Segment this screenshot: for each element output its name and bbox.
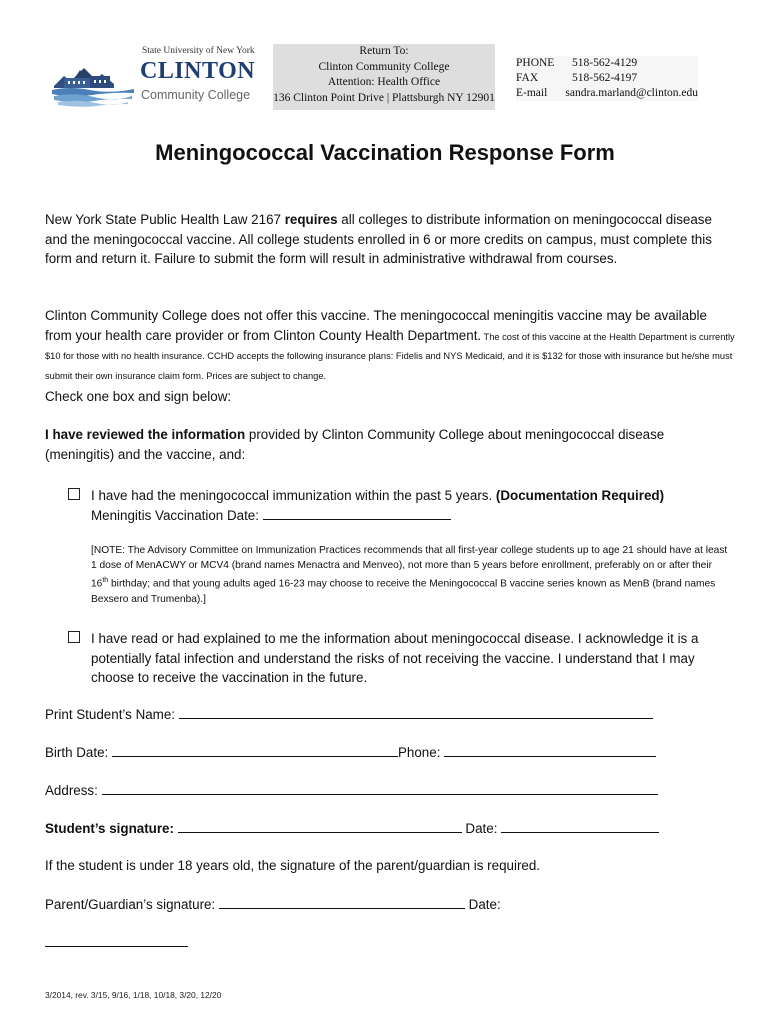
return-to-address: 136 Clinton Point Drive | Plattsburgh NY 12901 (273, 91, 495, 104)
guardian-note: If the student is under 18 years old, the signature of the parent/guardian is required. (45, 858, 541, 873)
address-field[interactable] (102, 782, 658, 795)
logo-name: CLINTON (140, 58, 256, 84)
option1-documentation: (Documentation Required) (495, 488, 665, 503)
reviewed-rest: provided by Clinton Community College about meningococcal disease (meningitis) and the vaccine, and: (45, 427, 665, 462)
student-date-label: Date: (461, 821, 502, 836)
address-row (45, 782, 658, 798)
vaccination-date-field[interactable] (263, 507, 451, 520)
student-name-label: Print Student’s Name: (45, 707, 179, 722)
guardian-signature-row (45, 896, 501, 912)
return-to-heading: Return To: (359, 45, 409, 57)
option1-checkbox[interactable] (68, 488, 80, 500)
return-to-box (273, 44, 495, 110)
return-to-attention: Attention: Health Office (327, 76, 441, 88)
email-link[interactable]: sandra.marland@clinton.edu (565, 87, 698, 99)
fax-label: FAX (516, 72, 539, 84)
student-signature-field[interactable] (178, 820, 462, 833)
revision-footer: 3/2014, rev. 3/15, 9/16, 1/18, 10/18, 3/20, 12/20 (45, 990, 222, 1000)
contact-phone-row (516, 56, 698, 71)
option1-statement: I have had the meningococcal immunization within the past 5 years. (91, 488, 496, 503)
option1-text (91, 486, 731, 525)
student-date-field[interactable] (501, 820, 659, 833)
return-to-college: Clinton Community College (318, 60, 450, 73)
birth-phone-row (45, 744, 656, 760)
phone-value: 518-562-4129 (572, 57, 638, 69)
guardian-date-label: Date: (464, 897, 501, 912)
intro-paragraph (45, 210, 735, 269)
college-logo-icon (50, 56, 136, 108)
fax-value: 518-562-4197 (572, 72, 638, 84)
phone-field-label: Phone: (397, 745, 445, 760)
vaccination-date-label: Meningitis Vaccination Date: (91, 507, 263, 523)
page-title: Meningococcal Vaccination Response Form (155, 140, 615, 165)
birth-date-field[interactable] (112, 744, 398, 757)
availability-paragraph (45, 306, 735, 384)
phone-field[interactable] (444, 744, 656, 757)
student-name-field[interactable] (179, 706, 653, 719)
phone-label: PHONE (516, 57, 555, 69)
birth-date-label: Birth Date: (45, 745, 112, 760)
availability-cost: The cost of this vaccine at the Health Department is currently $10 for those with no health insurance. CCHD accepts the following insurance plans: Fidelis and NYS Medicaid, and it is $132 for those with insurance but he/she must submit their own insurance claim form. Prices are subject to change. (45, 331, 735, 381)
logo-subname: Community College (141, 88, 251, 102)
option2-checkbox[interactable] (68, 631, 80, 643)
address-label: Address: (45, 783, 102, 798)
availability-main: Clinton Community College does not offer this vaccine. The meningococcal meningitis vaccine may be available from your health care provider or from Clinton County Health Department. (45, 308, 707, 343)
option2-text: I have read or had explained to me the information about meningococcal disease. I acknowledge it is a potentially fatal infection and understand the risks of not receiving the vaccine. I understand that I may choose to receive the vaccination in the future. (91, 631, 699, 685)
intro-suffix: all colleges to distribute information on meningococcal disease and the meningococcal vaccine. All college students enrolled in 6 or more credits on campus, must complete this form and return it. Failure to submit the form will result in administrative withdrawal from courses. (45, 212, 712, 266)
student-signature-label: Student’s signature: (45, 821, 174, 836)
intro-requires: requires (284, 212, 338, 227)
note-superscript: th (102, 577, 109, 585)
guardian-signature-label: Parent/Guardian’s signature: (45, 897, 219, 912)
contact-fax-row (516, 71, 698, 86)
student-name-row (45, 706, 653, 722)
reviewed-bold: I have reviewed the information (45, 427, 246, 442)
email-label: E-mail (516, 87, 548, 99)
reviewed-statement (45, 425, 735, 464)
note-part1: [NOTE: The Advisory Committee on Immunization Practices recommends that all first-year college students up to age 21 should have at least 1 dose of MenACWY or MCV4 (brand names Menactra and Menveo), not more than 5 years before enrollment, preferably on or after their 16 (91, 545, 728, 590)
acip-note (91, 543, 731, 607)
contact-email-row (516, 86, 698, 101)
guardian-date-field[interactable] (45, 934, 188, 947)
instruction-text: Check one box and sign below: (45, 389, 232, 404)
intro-prefix: New York State Public Health Law 2167 (45, 212, 285, 227)
contact-info (516, 56, 698, 101)
logo-suny-text: State University of New York (142, 46, 255, 56)
student-signature-row (45, 820, 659, 836)
note-part2: birthday; and that young adults aged 16-23 may choose to receive the Meningococcal B vaccine series known as MenB (brand names Bexsero and Trumenba).] (91, 578, 716, 605)
guardian-signature-field[interactable] (219, 896, 465, 909)
college-logo (50, 46, 270, 108)
